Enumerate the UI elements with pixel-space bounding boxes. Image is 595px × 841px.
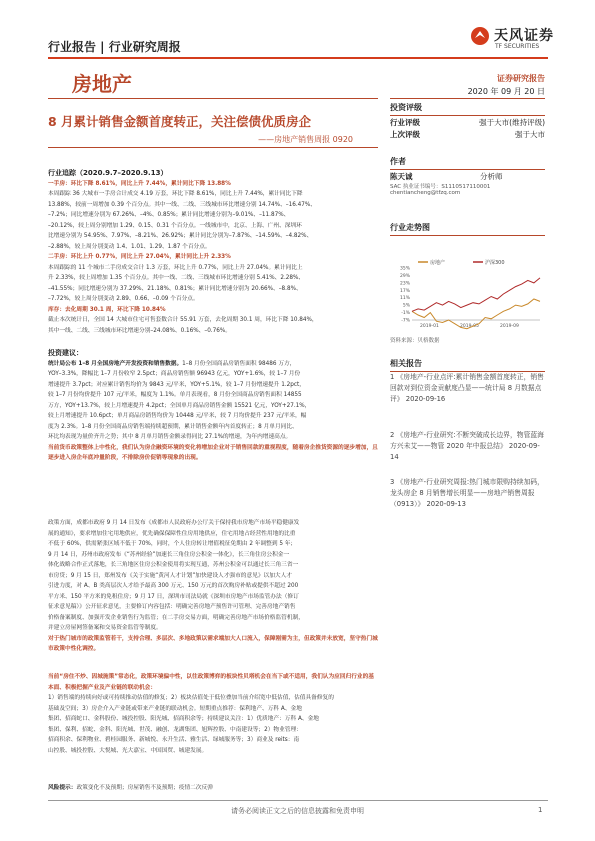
paragraph-line: 引进力度，对 A、B 类高层次人才给予最高 300 万元、150 万元的首次购房补贴或提供不超过 200 [48,583,299,589]
paragraph-line: –41.55%；同比增速分别为 37.29%、21.18%、0.81%；累计同比增速分别为 20.66%、–8.8%、 [48,285,302,292]
paragraph-line: 并建立房屋网签备案和交易资金监管等制度。 [48,625,162,631]
header-rule [48,57,548,59]
body-section-tracking [48,168,378,336]
legend-label: 沪深300 [485,260,505,266]
author-heading: 作者 [390,156,545,170]
paragraph-line: –20.12%，较上周分别增加 1.29、0.15、0.31 个百分点。一线城市中，北京、上海、广州、深圳环 [48,222,302,229]
y-tick-label: 29% [399,273,410,279]
paragraph-line: 征求意见稿）》公开征求意见，主要修订内容包括：明确完善房地产预售许可管理、完善房地产销售 [48,604,296,610]
paragraph-line: 比增速分别为 54.95%、7.97%、–8.21%、26.92%；累计同比分别为–7.87%、–14.59%、–4.82%、 [48,233,313,239]
report-type-label: 行业报告 | 行业研究周报 [48,40,181,54]
paragraph-line: 招商积余、保利物业、碧桂园服务、新城悦、永升生活、雅生活、绿城服务等；3）商业及 reits：南 [48,737,300,743]
footer-rule [48,800,548,801]
y-tick-label: 5% [402,303,410,309]
paragraph-line: 山控股、城投控股、大悦城、光大嘉宝、中国国贸、城建发展。 [48,747,208,754]
related-report-item[interactable]: 2 《房地产-行业研究:不断突破成长边界，物管蓝海方兴未艾——物管 2020 年中报总结》 2020-09-14 [390,431,544,461]
legend-label: 房地产 [430,260,446,266]
paragraph-line: 较 1–7 月份均价提升 107 元/平米，幅度为 1.1%。单月表现看，8 月份全国商品房销售面积 14855 [48,392,302,398]
paragraph-line: 本周跟踪 36 大城市一手房合计成交 4.19 万套，环比下降 8.61%，同比上升 7.44%，累计同比下降 [48,191,303,197]
y-tick-label: -1% [401,311,410,317]
paragraph-lead: 统计局公布 1–8 月全国房地产开发投资和销售数据。 [48,360,183,367]
paragraph-line: 升 2.33%，较上周增加 1.35 个百分点。其中一线、二线、三线城市环比增速分别 5.41%、2.28%、 [48,275,305,281]
analyst-row [390,171,503,182]
prev-rating-label: 上次评级 [390,130,420,139]
paragraph-emphasis: 对于热门城市的政策监管若干，支持合理、多层次、多地政策以需求端加大人口流入，保障刚需为主，但政策并未放宽，坚守热门城市政策中性化调控。 [48,635,378,652]
y-tick-label: 11% [399,296,410,302]
paragraph-line: 集团、招商蛇口、金科股份、城投控股、阳光城、招商积余等；持续建议关注：1）优质地产：万科 A、金地 [48,716,319,722]
paragraph-heading: 二手房：环比上升 0.77%，同比上升 27.04%，累计同比上升 2.33% [48,254,231,260]
paragraph-line: 其中一线、二线、三线城市环比增速分别–24.08%、0.16%、–0.76%。 [48,327,231,334]
page-number: 1 [538,806,543,814]
paragraph-line: 价格备案制度、加强开发企业销售行为监管；在二手房交易方面，明确完善房地产市场价格监管机制， [48,614,304,621]
paragraph-line: 环比均表现为量价齐升之势；其中 8 月单月销售金额录得同比 27.1%的增速，为年内增速高点。 [48,434,292,440]
paragraph-emphasis: 当前“房住不炒、因城施策”常态化，政策环境偏中性，以往政策博弈的板块性贝塔机会在当下或不适用，我们认为应回归行业的基本面、积极把握产业及产业链的联动机会： [48,674,374,691]
chart-source: 资料来源：贝格数据 [390,338,440,344]
report-title: 8 月累计销售金额首度转正，关注偿债优质房企 [48,114,312,129]
trend-heading: 行业走势图 [390,222,545,236]
report-date: 2020 年 09 月 20 日 [467,87,545,96]
section-heading: 投资建议： [48,349,83,357]
risk-label: 风险提示： [48,785,77,791]
paragraph-line: 本周跟踪的 11 个城市二手房成交合计 1.3 万套，环比上升 0.77%，同比上升 27.04%。累计同比上 [48,264,303,271]
logo-mark-icon [470,26,490,46]
risk-text: 政策变化不及预期；房屋销售不及预期；疫情二次反弹 [76,785,213,791]
paragraph-line: 万方，YOY+13.7%，较上月增速提升 4.2pct；全国单月商品房销售金额 15521 亿元，YOY+27.1%， [48,402,311,409]
industry-rating-label: 行业评级 [390,118,420,127]
x-tick-label: 2019-05 [460,324,479,329]
body-section-policy [48,518,378,655]
x-tick-label: 2019-01 [420,324,439,329]
logo-text-cn: 天风证券 [494,28,554,44]
paragraph-line: 增速提升 3.7pct；对应累计销售均价为 9843 元/平米，YOY+5.1%，较 1–7 月份增速提升 1.2pct， [48,381,305,388]
industry-rating-value: 强于大市(维持评级) [479,118,545,127]
trend-chart [390,258,545,333]
paragraph-line: 政策方面，成都市政府 9 月 14 日发布《成都市人民政府办公厅关于保持我市房地产市场平稳健康发 [48,520,300,526]
paragraph-line: –7.2%；同比增速分别为 67.26%、–4%、0.85%；累计同比增速分别为–9.01%、–11.87%、 [48,212,290,218]
analyst-license: SAC 执业证书编号：S1110517110001 [390,184,491,190]
paragraph-line: YOY–3.3%，降幅比 1–7 月份收窄 2.5pct；商品房销售额 96943 亿元，YOY+1.6%，较 1–7 月份 [48,371,301,377]
x-tick-label: 2019-09 [500,324,519,329]
paragraph-line: 基础及空间；3）房企介入产业链或带来产业链的联动机会。短期重点推荐：保利地产、万科 A、金地 [48,705,302,712]
paragraph-line: 1）销售端的持续向好或可持续推动估值的修复；2）板块估值处于低位叠加当前介绍宽中低估值，估值具备修复的 [48,695,334,701]
risk-warning [48,782,378,791]
paragraph-line: 体化战略合作正式落地，长三角地区住房公积金使用将实现互通，苏州公积金可以通过长三角三省一 [48,562,299,568]
paragraph-line: 平方米、150 平方米的免租住房；9 月 17 日，深圳市司法局就《深圳市房地产市场监管办法（修订 [48,593,299,600]
paragraph-line: 不低于 60%，供需紧张区域不低于 70%，同时，个人住房转让增值税征免期由 2 年调整到 5 年； [48,541,297,547]
paragraph-heading: 一手房：环比下降 8.61%，同比上升 7.44%，累计同比下降 13.88% [48,180,231,187]
paragraph-line: 13.88%，较前一周增加 0.39 个百分点。其中一线、二线、三线城市环比增速分别 14.74%、–16.47%、 [48,201,316,208]
paragraph-line: 市房贷；9 月 15 日，郑州发布《关于实施“黄河人才计划”加快建设人才强市的意见》以加大人才 [48,572,292,579]
paragraph-emphasis: 当前货币政策整体上中性化，我们认为房企融资环境的变化将增加企业对于销售回款的重视程度，随着房企推货资源的逐步增加，且逐步进入房企年底冲量阶段，不排除房价促销等现象的出现。 [48,444,378,461]
y-tick-label: -7% [401,318,410,324]
paragraph-line: 截止本次统计日，全国 14 大城市住宅可售套数合计 55.91 万套，去化周期 30.1 周，环比下降 10.84%， [48,317,318,323]
body-section-investment [48,348,378,464]
y-tick-label: 35% [399,266,410,272]
paragraph-line: 较上月增速提升 10.6pct；单月商品房销售均价为 10448 元/平米，较 7 月均价提升 237 元/平米，幅 [48,413,307,419]
analyst-name: 陈天诚 [390,172,413,181]
analyst-email[interactable]: chentiancheng@tfzq.com [390,190,461,196]
footer-disclaimer: 请务必阅读正文之后的信息披露和免责申明 [231,807,364,815]
rating-heading: 投资评级 [390,102,545,116]
paragraph-line: –7.72%，较上周分别变动 2.89、0.66、–0.09 个百分点。 [48,296,199,302]
analyst-title: 分析师 [480,172,503,181]
sector-title: 房地产 [72,72,132,96]
body-section-recommendation [48,672,378,756]
research-type: 证券研究报告 [497,74,545,83]
paragraph-line: –2.88%，较上周分别变动 1.4、1.01、1.29、1.87 个百分点。 [48,243,211,250]
section-rule-right [390,98,545,99]
company-logo [470,22,570,56]
section-heading: 行业追踪（2020.9.7–2020.9.13） [48,169,168,177]
paragraph-line: 度为 2.3%。1–8 月份全国商品房销售端持续超预期，累计销售金额年内首度转正；8 月单月同比、 [48,423,298,430]
related-heading: 相关报告 [390,358,545,372]
paragraph-line: 展的通知》，要求增加住宅用地供应，优先确保保障性住房用地供应，住宅用地占经营性用地的比重 [48,530,296,537]
logo-text-en: TF SECURITIES [495,43,540,50]
paragraph-line: 1–8 月份全国商品房销售面积 98486 万方， [182,360,296,367]
related-report-item[interactable]: 1 《房地产-行业点评:累计销售金额首度转正，销售回款对到位资金贡献度凸显——统计局 8 月数据点评》 2020-09-16 [390,373,544,403]
paragraph-line: 9 月 14 日，苏州市政府发布《“苏州经验”加速长三角住房公积金一体化》，长三角住房公积金一 [48,551,290,558]
paragraph-line: 集团、保利、招蛇、金科、阳光城、世茂、融创、龙湖集团、旭辉控股、中南建设等；2）物业管理： [48,726,302,733]
prev-rating-value: 强于大市 [515,130,545,139]
paragraph-heading: 库存：去化周期 30.1 周，环比下降 10.84% [48,306,166,313]
title-rule [48,147,378,148]
y-tick-label: 23% [399,281,410,287]
section-rule-left [48,98,378,99]
related-report-item[interactable]: 3 《房地产-行业研究周报:热门城市限购持续加码，龙头房企 8 月销售增长明显——房地产销售周报（0913）》 2020-09-13 [390,478,544,508]
y-tick-label: 17% [399,288,410,294]
report-subtitle: ——房地产销售周报 0920 [258,135,353,144]
